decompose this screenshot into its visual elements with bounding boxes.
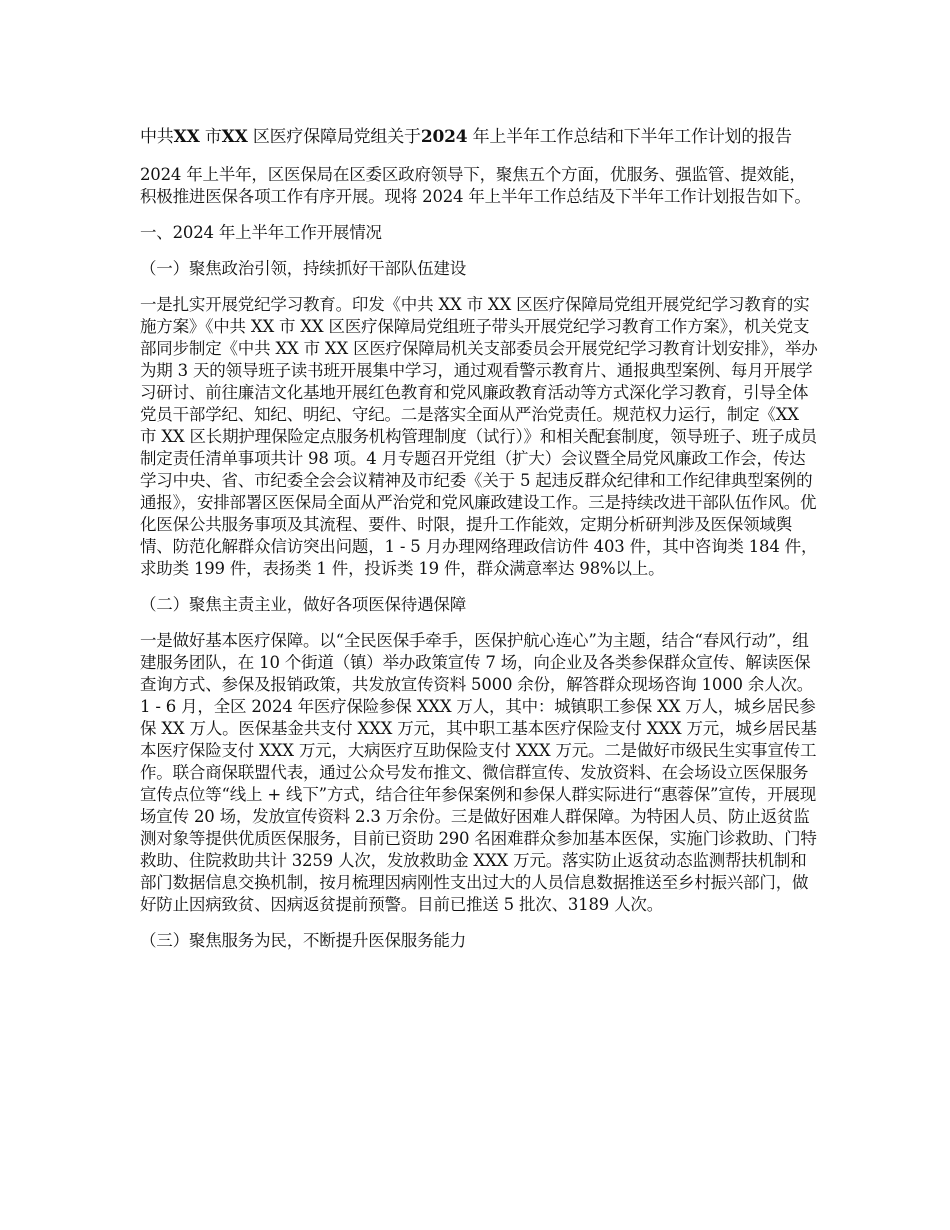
subsection-heading: （一）聚焦政治引领，持续抓好干部队伍建设 — [140, 259, 467, 278]
body-paragraph: 一是做好基本医疗保障。以“全民医保手牵手，医保护航心连心”为主题，结合“春风行动”，组建服务团队，在 10 个街道（镇）举办政策宣传 7 场，向企业及各类参保群众宣传、解读医保查询方式、参保及报销政策，共发放宣传资料 5000 余份，解答群众现场咨询 1000 余人次。1 - 6 月，全区 2024 年医疗保险参保 XXX 万人，其中：城镇职工参保 XX 万人，城乡居民参保 XX 万人。医保基金共支付 XXX 万元，其中职工基本医疗保险支付 XXX 万元，城乡居民基本医疗保险支付 XXX 万元，大病医疗互助保险支付 XXX 万元。二是做好市级民生实事宣传工作。联合商保联盟代表，通过公众号发布推文、微信群宣传、发放资料、在会场设立医保服务宣传点位等“线上 + 线下”方式，结合往年参保案例和参保人群实际进行“惠蓉保”宣传，开展现场宣传 20 场，发放宣传资料 2.3 万余份。三是做好困难人群保障。为特困人员、防止返贫监测对象等提供优质医保服务，目前已资助 290 名困难群众参加基本医保，实施门诊救助、门特救助、住院救助共计 3259 人次，发放救助金 XXX 万元。落实防止返贫动态监测帮扶机制和部门数据信息交换机制，按月梳理因病刚性支出过大的人员信息数据推送至乡村振兴部门，做好防止因病致贫、因病返贫提前预警。目前已推送 5 批次、3189 人次。 — [140, 631, 817, 914]
subsection-heading: （三）聚焦服务为民，不断提升医保服务能力 — [140, 931, 467, 950]
document-page — [140, 126, 820, 966]
subsection-heading: （二）聚焦主责主业，做好各项医保待遇保障 — [140, 595, 467, 614]
intro-paragraph: 2024 年上半年，区医保局在区委区政府领导下，聚焦五个方面，优服务、强监管、提效能，积极推进医保各项工作有序开展。现将 2024 年上半年工作总结及下半年工作计划报告如下。 — [140, 165, 811, 206]
body-paragraph: 一是扎实开展党纪学习教育。印发《中共 XX 市 XX 区医疗保障局党组开展党纪学习教育的实施方案》《中共 XX 市 XX 区医疗保障局党组班子带头开展党纪学习教育工作方案》，机关党支部同步制定《中共 XX 市 XX 区医疗保障局机关支部委员会开展党纪学习教育计划安排》，举办为期 3 天的领导班子读书班开展集中学习，通过观看警示教育片、通报典型案例、每月开展学习研讨、前往廉洁文化基地开展红色教育和党风廉政教育活动等方式深化学习教育，引导全体党员干部学纪、知纪、明纪、守纪。二是落实全面从严治党责任。规范权力运行，制定《XX 市 XX 区长期护理保险定点服务机构管理制度（试行）》和相关配套制度，领导班子、班子成员制定责任清单事项共计 98 项。4 月专题召开党组（扩大）会议暨全局党风廉政工作会，传达学习中央、省、市纪委全会会议精神及市纪委《关于 5 起违反群众纪律和工作纪律典型案例的通报》，安排部署区医保局全面从严治党和党风廉政建设工作。三是持续改进干部队伍作风。优化医保公共服务事项及其流程、要件、时限，提升工作能效，定期分析研判涉及医保领域舆情、防范化解群众信访突出问题，1 - 5 月办理网络理政信访件 403 件，其中咨询类 184 件，求助类 199 件，表扬类 1 件，投诉类 19 件，群众满意率达 98%以上。 — [140, 295, 818, 578]
document-title: 中共XX 市XX 区医疗保障局党组关于2024 年上半年工作总结和下半年工作计划的报告 — [140, 127, 792, 147]
section-heading: 一、2024 年上半年工作开展情况 — [140, 223, 382, 242]
